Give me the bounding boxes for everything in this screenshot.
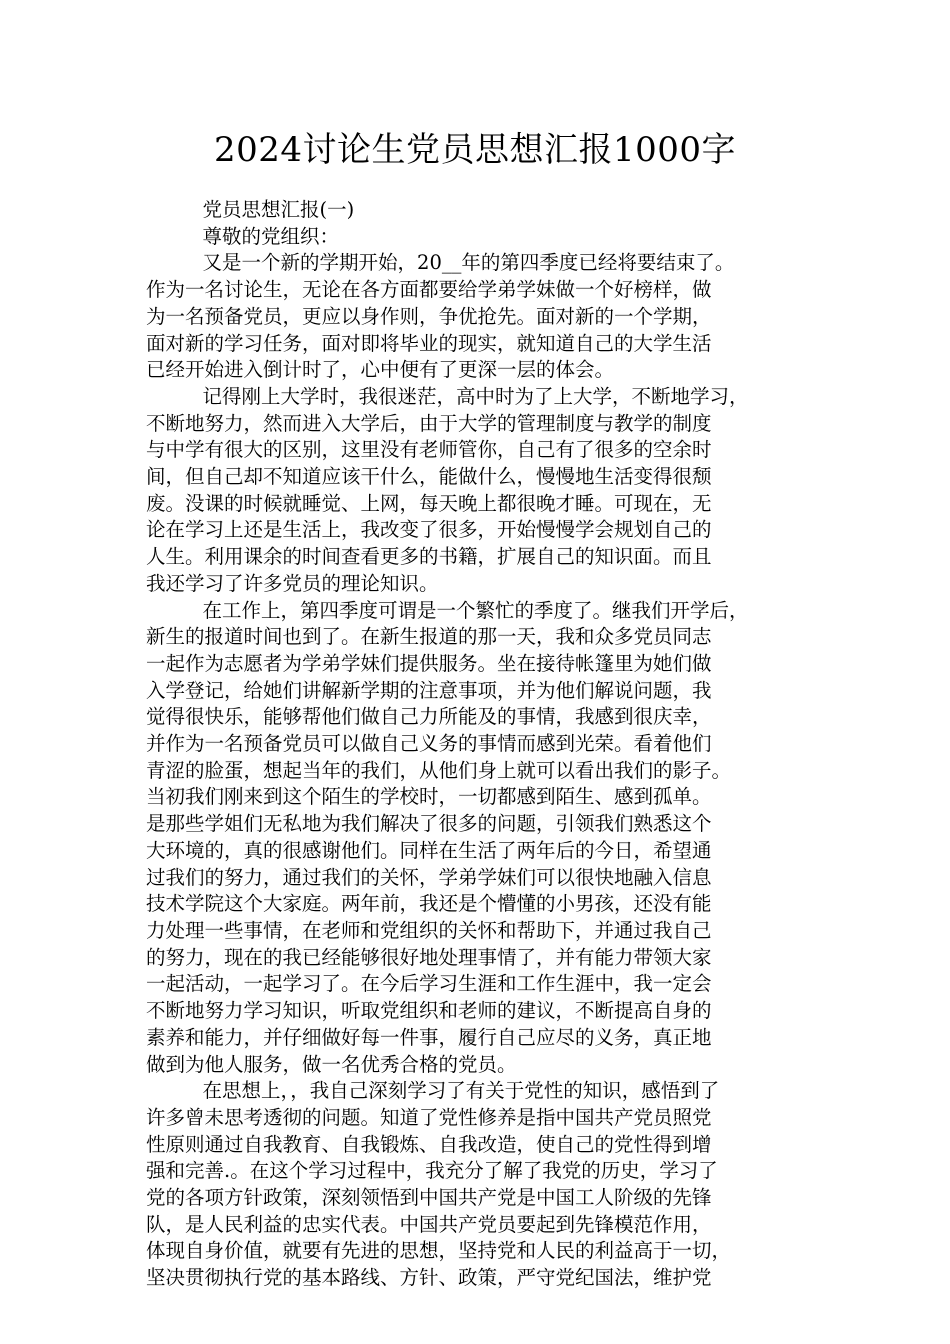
- text-line: 不断地努力学习知识，听取党组织和老师的建议，不断提高自身的: [146, 999, 712, 1023]
- text-line: 论在学习上还是生活上，我改变了很多，开始慢慢学会规划自己的: [146, 518, 712, 542]
- paragraph-intro: [146, 250, 818, 384]
- text-line: 已经开始进入倒计时了，心中便有了更深一层的体会。: [146, 358, 615, 382]
- text-line: 人生。利用课余的时间查看更多的书籍，扩展自己的知识面。而且: [146, 545, 712, 569]
- text-line: 不断地努力，然而进入大学后，由于大学的管理制度与教学的制度: [146, 411, 712, 435]
- text-line: 并作为一名预备党员可以做自己义务的事情而感到光荣。看着他们: [146, 732, 712, 756]
- text-line: 一起作为志愿者为学弟学妹们提供服务。坐在接待帐篷里为她们做: [146, 651, 712, 675]
- text-line: 与中学有很大的区别，这里没有老师管你，自己有了很多的空余时: [146, 438, 712, 462]
- text-line: 强和完善.。在这个学习过程中，我充分了解了我党的历史，学习了: [146, 1159, 718, 1183]
- text-line: 作为一名讨论生，无论在各方面都要给学弟学妹做一个好榜样，做: [146, 278, 712, 302]
- text-line: 记得刚上大学时，我很迷茫，高中时为了上大学，不断地学习，: [202, 384, 749, 408]
- text-line: 技术学院这个大家庭。两年前，我还是个懵懂的小男孩，还没有能: [146, 892, 712, 916]
- paragraph-thought: [146, 1078, 818, 1292]
- text-line: 尊敬的党组织：: [202, 224, 340, 248]
- text-line: 觉得很快乐，能够帮他们做自己力所能及的事情，我感到很庆幸，: [146, 705, 712, 729]
- text-line: 力处理一些事情，在老师和党组织的关怀和帮助下，并通过我自己: [146, 918, 712, 942]
- text-line: 性原则通过自我教育、自我锻炼、自我改造，使自己的党性得到增: [146, 1132, 712, 1156]
- text-line: 过我们的努力，通过我们的关怀，学弟学妹们可以很快地融入信息: [146, 865, 712, 889]
- paragraph-work: [146, 598, 818, 1079]
- text-line: 做到为他人服务，做一名优秀合格的党员。: [146, 1052, 517, 1076]
- text-line: 废。没课的时候就睡觉、上网，每天晚上都很晚才睡。可现在，无: [146, 491, 712, 515]
- text-line: 党员思想汇报(一): [202, 198, 355, 221]
- text-line: 入学登记，给她们讲解新学期的注意事项，并为他们解说问题，我: [146, 678, 712, 702]
- text-line: 青涩的脸蛋，想起当年的我们，从他们身上就可以看出我们的影子。: [146, 758, 732, 782]
- document-title: 2024讨论生党员思想汇报1000字: [213, 130, 737, 170]
- text-line: 党的各项方针政策，深刻领悟到中国共产党是中国工人阶级的先锋: [146, 1186, 712, 1210]
- text-line: 当初我们刚来到这个陌生的学校时，一切都感到陌生、感到孤单。: [146, 785, 712, 809]
- salutation: [146, 224, 818, 251]
- text-line: 是那些学姐们无私地为我们解决了很多的问题，引领我们熟悉这个: [146, 812, 712, 836]
- text-line: 一起活动，一起学习了。在今后学习生涯和工作生涯中，我一定会: [146, 972, 712, 996]
- text-line: 在思想上，，我自己深刻学习了有关于党性的知识，感悟到了: [202, 1079, 720, 1103]
- text-line: 素养和能力，并仔细做好每一件事，履行自己应尽的义务，真正地: [146, 1025, 712, 1049]
- text-line: 大环境的，真的很感谢他们。同样在生活了两年后的今日，希望通: [146, 838, 712, 862]
- document-body: [146, 197, 818, 1292]
- text-line: 面对新的学习任务，面对即将毕业的现实，就知道自己的大学生活: [146, 331, 712, 355]
- text-line: 我还学习了许多党员的理论知识。: [146, 571, 439, 595]
- paragraph-study: [146, 384, 818, 598]
- text-line: 队，是人民利益的忠实代表。中国共产党员要起到先锋模范作用，: [146, 1212, 712, 1236]
- text-line: 为一名预备党员，更应以身作则，争优抢先。面对新的一个学期，: [146, 304, 712, 328]
- text-line: 坚决贯彻执行党的基本路线、方针、政策，严守党纪国法，维护党: [146, 1266, 712, 1290]
- text-line: 的努力，现在的我已经能够很好地处理事情了，并有能力带领大家: [146, 945, 712, 969]
- text-line: 体现自身价值，就要有先进的思想，坚持党和人民的利益高于一切，: [146, 1239, 732, 1263]
- text-line: 许多曾未思考透彻的问题。知道了党性修养是指中国共产党员照党: [146, 1105, 712, 1129]
- text-line: 又是一个新的学期开始，20__年的第四季度已经将要结束了。: [202, 251, 735, 275]
- section-heading: [146, 197, 818, 224]
- text-line: 间，但自己却不知道应该干什么，能做什么，慢慢地生活变得很颓: [146, 465, 712, 489]
- text-line: 在工作上，第四季度可谓是一个繁忙的季度了。继我们开学后，: [202, 598, 749, 622]
- text-line: 新生的报道时间也到了。在新生报道的那一天，我和众多党员同志: [146, 625, 712, 649]
